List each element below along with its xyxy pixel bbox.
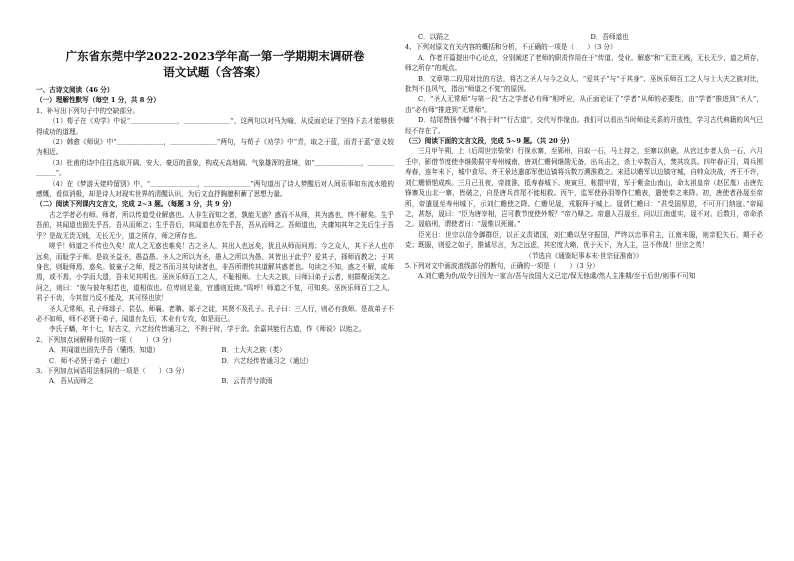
- source-citation: （节选自《通鉴纪事本末·世宗征淮南》）: [525, 251, 643, 260]
- paragraph: 李氏子蟠，年十七，好古文，六艺经传皆通习之，不拘于时，学于余。余嘉其能行古道，作《师说》以贻之。: [49, 325, 366, 334]
- paragraph: B．文章第二段用对比的方法，将古之圣人与今之众人、“爱其子”与“于其身”、巫医乐师百工之人与士大夫之族对比，批判不良风气，指出“师道之不复”的原因。: [405, 74, 763, 94]
- option-item: D．六艺经传皆通习之（通过）: [221, 356, 313, 365]
- paragraph: 古之学者必有师。师者，所以传道受业解惑也。人非生而知之者，孰能无惑？惑而不从师，其为惑也，终不解矣。生乎吾前，其闻道也固先乎吾，吾从而师之；生乎吾后，其闻道也亦先乎吾，吾从而师之。吾师道也，夫庸知其年之先后生于吾乎？是故无贵无贱，无长无少，道之所存，师之所存也。: [36, 210, 394, 240]
- option-item: B．士大夫之族（类）: [221, 346, 286, 355]
- right-column-text: [405, 32, 763, 282]
- page-title: 广东省东莞中学2022-2023学年高一第一学期期末调研卷: [65, 49, 365, 63]
- paragraph: A．作者开篇提出中心论点，分别阐述了老师的职责作用在于“传道、受业、解惑”和“无贵无贱，无长无少，道之所存，师之所存”的观点。: [405, 53, 763, 73]
- paragraph: 4、下列对原文有关内容的概括和分析，不正确的一项是（ ）（3 分）: [405, 43, 617, 52]
- option-item: A．其闻道也固先乎吾（懂得，知道）: [49, 346, 160, 355]
- paragraph: A.刘仁赡为仇/故令日因为一家言/吾与汝国大义已定/保无他虞/然人主准期/至于后世/则事不可知: [418, 272, 696, 281]
- answer-options: [405, 32, 763, 42]
- answer-options: [36, 345, 394, 355]
- paragraph: 嗟乎！师道之不传也久矣！欲人之无惑也难矣！古之圣人，其出人也远矣，犹且从师而问焉；今之众人，其下圣人也亦远矣，而耻学于师。是故圣益圣，愚益愚。圣人之所以为圣，愚人之所以为愚，其皆出于此乎？爱其子，择师而教之；于其身也，则耻师焉，惑矣。彼童子之师，授之书而习其句读者也，非吾所谓传其道解其惑者也。句读之不知，惑之不解，或师焉，或不焉，小学而大遗，吾未见其明也。巫医乐师百工之人，不耻相师。士大夫之族，曰师曰弟子云者，则群聚而笑之。问之，则曰：“彼与彼年相若也，道相似也。位卑则足羞，官盛则近谀。”呜呼！师道之不复，可知矣。巫医乐师百工之人，君子不齿，今其智乃反不能及，其可怪也欤！: [36, 242, 394, 303]
- subsection-heading: （一）理解性默写（每空 1 分，共 8 分）: [36, 96, 160, 105]
- option-item: C．师不必贤于弟子（超过）: [49, 356, 134, 365]
- paragraph: 圣人无常师。孔子师郯子、苌弘、师襄、老聃。郯子之徒，其贤不及孔子。孔子曰：三人行，则必有我师。是故弟子不必不如师，师不必贤于弟子，闻道有先后，术业有专攻，如是而已。: [36, 304, 394, 323]
- paragraph: 臣光日：世宗以信令御群臣，以正义责诸国，刘仁赡以坚守报国，严终以忠事君主，江南未服，则亲犯矢石，期于必克；既服，则爱之如子，推诚尽言，为之远虑，其宏度大略，优于天下，为人主，岂不伟哉！世宗之英！: [405, 230, 763, 250]
- option-item: C．以蹈之: [418, 33, 450, 41]
- paragraph: 三月甲午朔，上（后周世宗柴荣）行视水寨，至郢州，自取一石，马上持之，至寨以供砲，从官过步者人负一石，六月壬申，影借节度使李继勋据守寿州城南，唐刘仁赡伺继勋无备，出兵击之，杀士卒数百人，焚其攻具。四年春正月，周兵围寿春，连年未下，城中食尽。齐王景达遣部军使边镐将兵数万溯淮救之。宋廷以赡军以边镐守城，自帅众决战，齐王不许，刘仁赡愤悒成疾。三月己丑夜，帝渡淮，抵寿春城下。庚寅旦，帐擐甲胄，军于紫金山南山，命太祖皇帝（赵匡胤）击唐先锋寨及山北一寨，皆破之，自是唐兵首尾不能相救。丙午，监军使孙羽等作仁赡表，遣使奉之来降。初，唐使者孙晟至帝所，帝遣晟至寿州城下，示刘仁赡使之降。仁赡见晟，戎服拜于城上。晟谓仁赡曰：“君受国厚恩，不可开门纳寇。”帝闻之，甚怒，晟曰：“臣为唐宰相，岂可教节度使外叛？”帝乃释之。帝遣人召晟至，问以江南虚实，晟不对。后数月，帝命杀之。晟临刑，谓使者曰：“晟惟以死谢。”: [405, 147, 763, 229]
- subsection-heading: （二）阅读下列课内文言文，完成 2~3 题。（每题 3 分，共 9 分）: [36, 200, 236, 209]
- left-column: [36, 0, 394, 561]
- subsection-heading: （三）阅读下面的文言文段，完成 5~9 题。（共 20 分）: [405, 137, 574, 146]
- paragraph: 2、下列加点词解释有误的一项（ ）（3 分）: [36, 335, 176, 344]
- paragraph: （4）在《梦游天姥吟留别》中，“＿＿＿＿＿＿＿，＿＿＿＿＿＿＿”两句道出了诗人梦醒后对人间乐事如东流水般的感慨，看似消极，却是诗人对现实世界的清醒认识，为后文直抒胸臆积蓄了思想力量。: [36, 179, 394, 199]
- paragraph: 5.下列对文中画波浪线部分的断句，正确的一项是（ ）（3 分）: [405, 261, 599, 270]
- left-column-text: [36, 85, 394, 387]
- right-column: [405, 0, 763, 561]
- paragraph: （1）荀子在《劝学》中说“＿＿＿＿＿＿＿，＿＿＿＿＿＿＿”，这两句以对马为喻，从反面论证了坚持下去才能够获得成功的道理。: [36, 117, 394, 136]
- paragraph: C．“圣人无常师”与第一段“古之学者必有师”相呼应，从正面论证了“学者”从师的必要性，由“学者”推进到“圣人”，由“必有师”推进到“无常师”。: [405, 95, 763, 114]
- answer-options: [36, 376, 394, 386]
- section-heading: 一、古诗文阅读（46 分）: [36, 86, 114, 94]
- paragraph: （2）韩愈《师说》中“＿＿＿＿＿＿＿，＿＿＿＿＿＿＿”两句，与荀子《劝学》中“青，取之于蓝，而青于蓝”意义较为相近。: [36, 138, 394, 157]
- option-item: B．云青青兮欲雨: [221, 377, 273, 386]
- option-item: A．吾从而师之: [49, 377, 94, 386]
- page-subtitle: 语文试题（含答案）: [163, 65, 267, 79]
- paragraph: 1、补写出下列句子中的空缺部分。: [36, 106, 140, 115]
- option-item: D．吾师道也: [590, 33, 629, 41]
- answer-options: [36, 356, 394, 366]
- paragraph: 3、下列加点词语用法相同的一项是（ ）（3 分）: [36, 366, 189, 375]
- paragraph: D．结尾赞扬李蟠“不拘于时”“行古道”，交代写作缘由。我们可以看出当时师徒关系的开放性，学习古代典籍的风气已经不存在了。: [405, 116, 763, 135]
- paragraph: （3）杜甫的诗中往往选取开阔、安大、豪迈的意象，构成天高地阔、气象雄浑的意境，如“＿＿＿＿＿＿＿，＿＿＿＿＿＿＿”。: [36, 158, 394, 178]
